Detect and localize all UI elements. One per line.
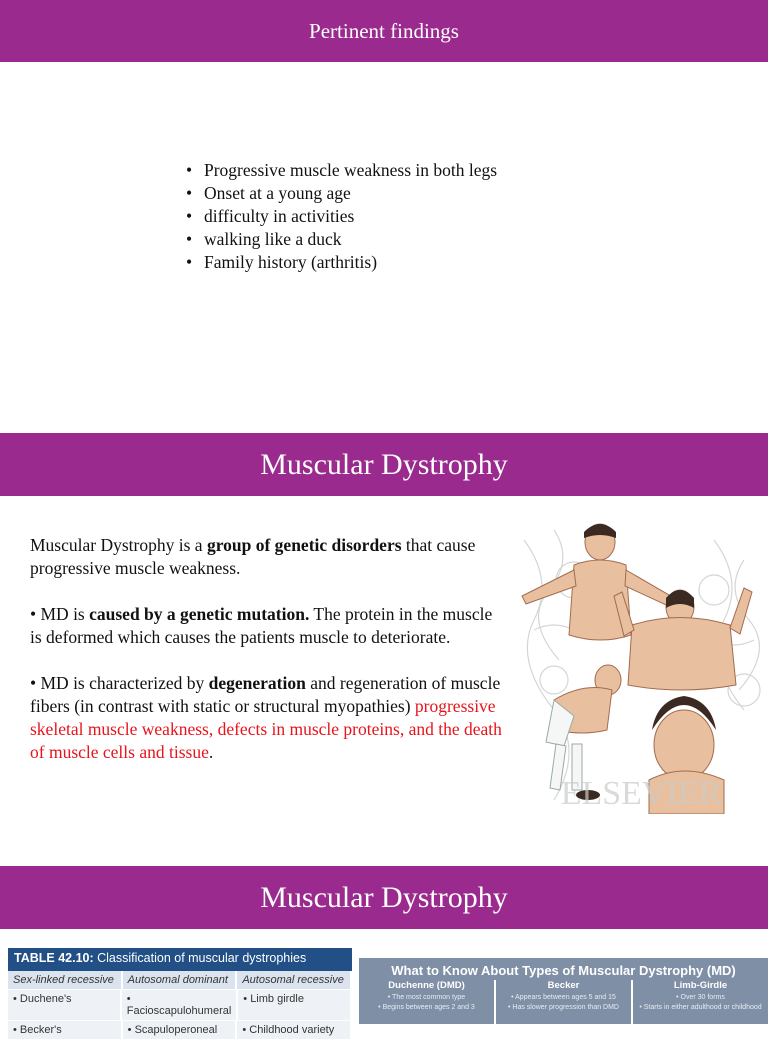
finding-item: • Progressive muscle weakness in both legs <box>186 159 497 182</box>
slide-3-header <box>0 866 768 929</box>
elsevier-watermark: ELSEVIER <box>560 775 722 812</box>
table-header-row <box>8 971 352 990</box>
finding-item: • difficulty in activities <box>186 205 497 228</box>
md-paragraph-3 <box>30 672 508 764</box>
findings-list <box>186 159 497 274</box>
infographic-column <box>633 980 768 1024</box>
finding-item: • walking like a duck <box>186 228 497 251</box>
text-run: • MD is characterized by <box>30 673 209 693</box>
table-cell: • Becker's <box>8 1021 123 1039</box>
column-line: • The most common type <box>387 994 466 1001</box>
md-description <box>30 534 508 787</box>
text-run: The protein in the muscle is deformed which causes the patients muscle to deteriorate. <box>30 604 493 647</box>
slide-3-body <box>0 929 768 1036</box>
text-run: that cause progressive muscle weakness. <box>30 535 476 578</box>
slide-2-title: Muscular Dystrophy <box>260 447 508 481</box>
table-cell: • Scapuloperoneal <box>123 1021 238 1039</box>
table-cell: • Facioscapulohumeral <box>122 990 239 1020</box>
table-caption: Classification of muscular dystrophies <box>93 951 307 965</box>
bold-run: degeneration <box>208 673 306 693</box>
slide-2-body <box>0 496 768 866</box>
infographic-column <box>359 980 496 1024</box>
slide-1-title: Pertinent findings <box>309 18 459 43</box>
column-line: • Has slower progression than DMD <box>508 1004 619 1011</box>
table-header-cell: Autosomal recessive <box>237 971 352 989</box>
table-cell: • Childhood variety <box>237 1021 352 1039</box>
text-run: Muscular Dystrophy is a <box>30 535 207 555</box>
table-cell: • Limb girdle <box>238 990 352 1020</box>
column-heading: Limb-Girdle <box>673 980 728 991</box>
text-run: . <box>208 742 214 762</box>
column-heading: Duchenne (DMD) <box>388 980 465 991</box>
column-line: • Over 30 forms <box>676 994 725 1001</box>
md-types-infographic <box>359 958 768 1024</box>
table-header-cell: Autosomal dominant <box>123 971 238 989</box>
infographic-column <box>496 980 633 1024</box>
md-paragraph-1 <box>30 534 508 580</box>
table-cell: • Duchene's <box>8 990 122 1020</box>
column-line: • Appears between ages 5 and 15 <box>511 994 616 1001</box>
table-number: TABLE 42.10: <box>14 951 94 965</box>
highlighted-run: progressive skeletal muscle weakness, defects in muscle proteins, and the death of muscle cells and tissue <box>30 696 502 762</box>
bold-run: group of genetic disorders <box>206 535 402 555</box>
slide-3-title: Muscular Dystrophy <box>260 880 508 914</box>
bold-run: caused by a genetic mutation. <box>89 604 310 624</box>
table-title <box>8 948 352 971</box>
infographic-columns <box>359 980 768 1024</box>
finding-item: • Onset at a young age <box>186 182 497 205</box>
table-row <box>8 990 352 1021</box>
column-line: • Starts in either adulthood or childhood <box>639 1004 762 1011</box>
text-run: and regeneration of muscle fibers (in contrast with static or structural myopathies) <box>30 673 501 716</box>
finding-item: • Family history (arthritis) <box>186 251 497 274</box>
column-line: • Begins between ages 2 and 3 <box>378 1004 475 1011</box>
text-run: • MD is <box>30 604 90 624</box>
column-heading: Becker <box>547 980 580 991</box>
infographic-title: What to Know About Types of Muscular Dystrophy (MD) <box>391 963 736 978</box>
table-header-cell: Sex-linked recessive <box>8 971 123 989</box>
md-paragraph-2 <box>30 603 508 649</box>
slide-2-header <box>0 433 768 496</box>
slide-1-header <box>0 0 768 62</box>
muscular-dystrophy-illustration <box>514 520 768 814</box>
slide-1-body <box>0 62 768 433</box>
classification-table <box>8 948 352 1040</box>
